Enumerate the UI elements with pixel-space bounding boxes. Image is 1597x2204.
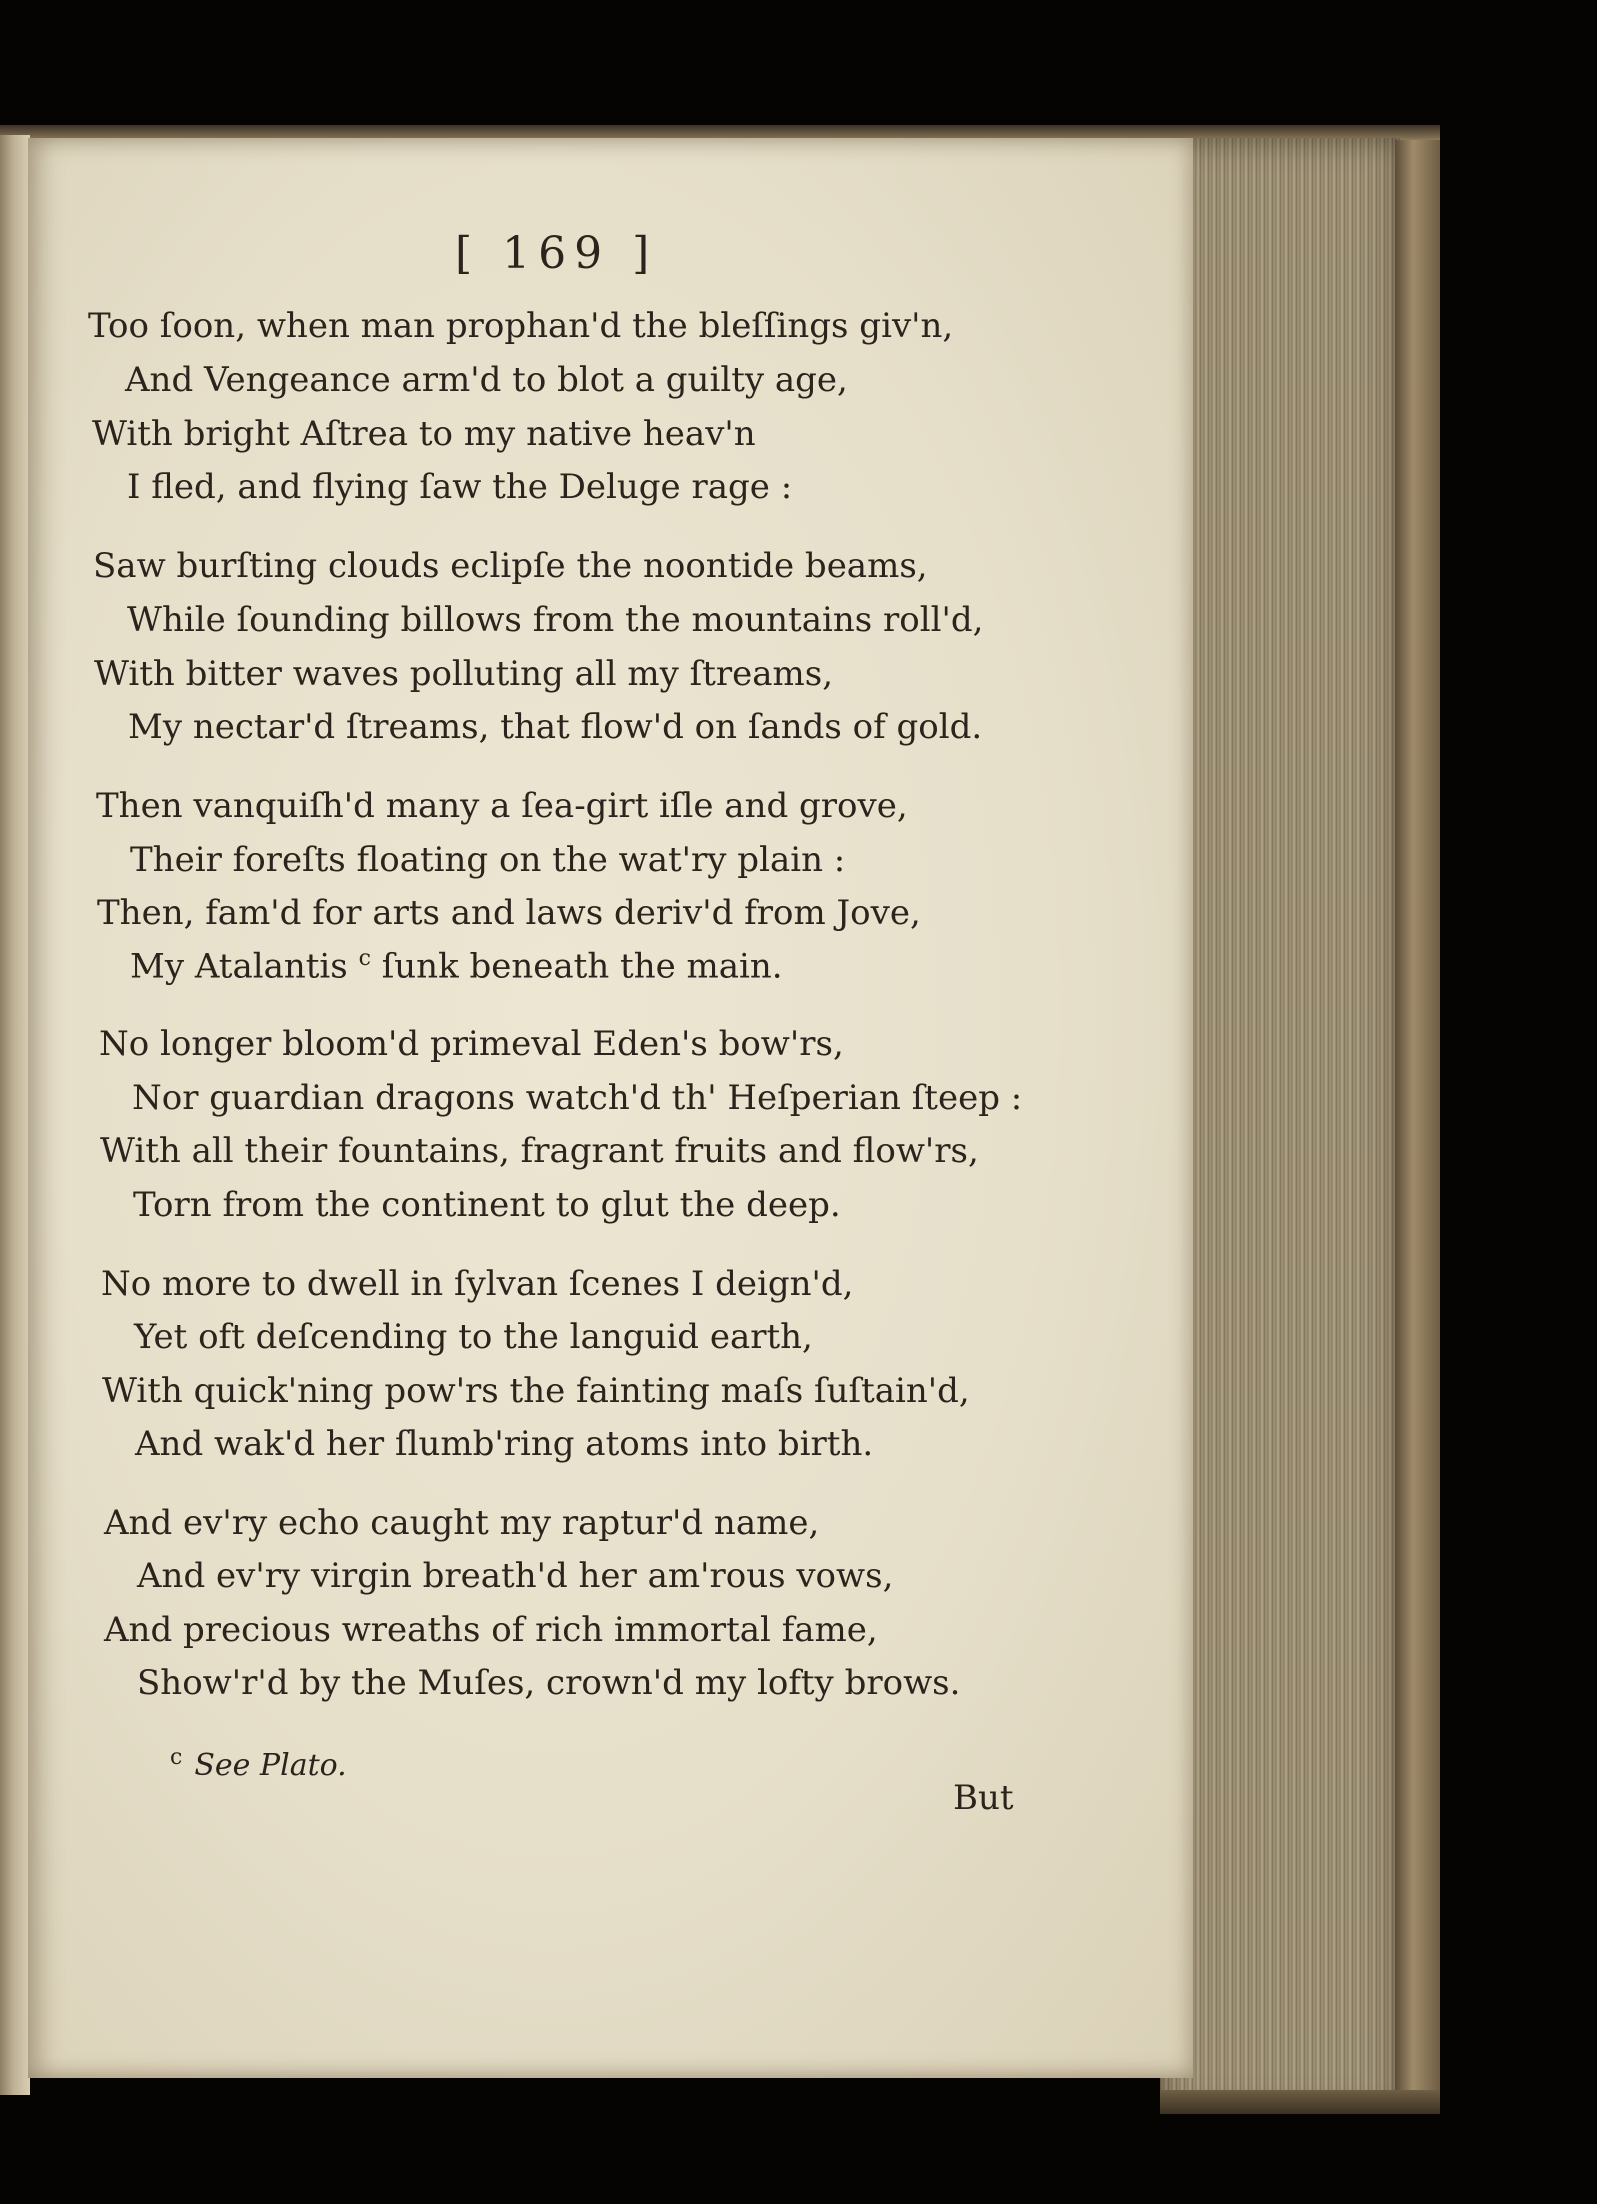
poem-line: And ev'ry echo caught my raptur'd name, xyxy=(104,1503,820,1543)
page-number: [ 169 ] xyxy=(455,228,658,279)
footnote xyxy=(170,1745,347,1783)
poem-line: My nectar'd ſtreams, that flow'd on ſands of gold. xyxy=(128,707,983,747)
poem-line: Saw burſting clouds eclipſe the noontide beams, xyxy=(93,546,928,586)
poem-line: With quick'ning pow'rs the fainting maſs ſuſtain'd, xyxy=(102,1371,970,1411)
poem-line: And Vengeance arm'd to blot a guilty age, xyxy=(125,360,848,400)
poem-line: Then vanquiſh'd many a ſea-girt iſle and grove, xyxy=(96,786,908,826)
poem-line: Show'r'd by the Muſes, crown'd my lofty brows. xyxy=(137,1663,961,1703)
poem-line: No more to dwell in ſylvan ſcenes I deign'd, xyxy=(101,1264,854,1304)
footnote-text: See Plato. xyxy=(194,1748,347,1783)
poem-line: And wak'd her ſlumb'ring atoms into birth. xyxy=(135,1424,874,1464)
poem-line: And precious wreaths of rich immortal fame, xyxy=(104,1610,878,1650)
poem-line: And ev'ry virgin breath'd her am'rous vows, xyxy=(137,1556,894,1596)
poem-line-atalantis: My Atalantis $^c$ ſunk beneath the main. xyxy=(130,946,783,987)
facing-page-edge xyxy=(0,135,30,2095)
poem-line: While ſounding billows from the mountains roll'd, xyxy=(127,600,984,640)
book-cover-edge xyxy=(1395,140,1440,2110)
footnote-reference-mark: c xyxy=(358,946,371,971)
catchword: But xyxy=(953,1778,1014,1818)
poem-line: I fled, and flying ſaw the Deluge rage : xyxy=(127,467,793,507)
poem-line: Too ſoon, when man prophan'd the bleſſings giv'n, xyxy=(88,306,954,346)
poem-line: Then, fam'd for arts and laws deriv'd from Jove, xyxy=(97,893,921,933)
poem-line: With all their fountains, fragrant fruits and flow'rs, xyxy=(100,1131,979,1171)
poem-line: No longer bloom'd primeval Eden's bow'rs, xyxy=(99,1024,844,1064)
poem-line: Their foreſts floating on the wat'ry plain : xyxy=(130,840,846,880)
poem-line: With bitter waves polluting all my ſtreams, xyxy=(94,654,834,694)
book-bottom-edge xyxy=(1160,2090,1440,2114)
poem-line: With bright Aſtrea to my native heav'n xyxy=(92,414,756,454)
poem-line: Yet oft deſcending to the languid earth, xyxy=(134,1317,813,1357)
footnote-mark: c xyxy=(170,1745,183,1770)
poem-line: Torn from the continent to glut the deep. xyxy=(133,1185,841,1225)
poem-line: Nor guardian dragons watch'd th' Heſperian ſteep : xyxy=(132,1078,1023,1118)
page-block-fore-edge xyxy=(1160,138,1400,2113)
